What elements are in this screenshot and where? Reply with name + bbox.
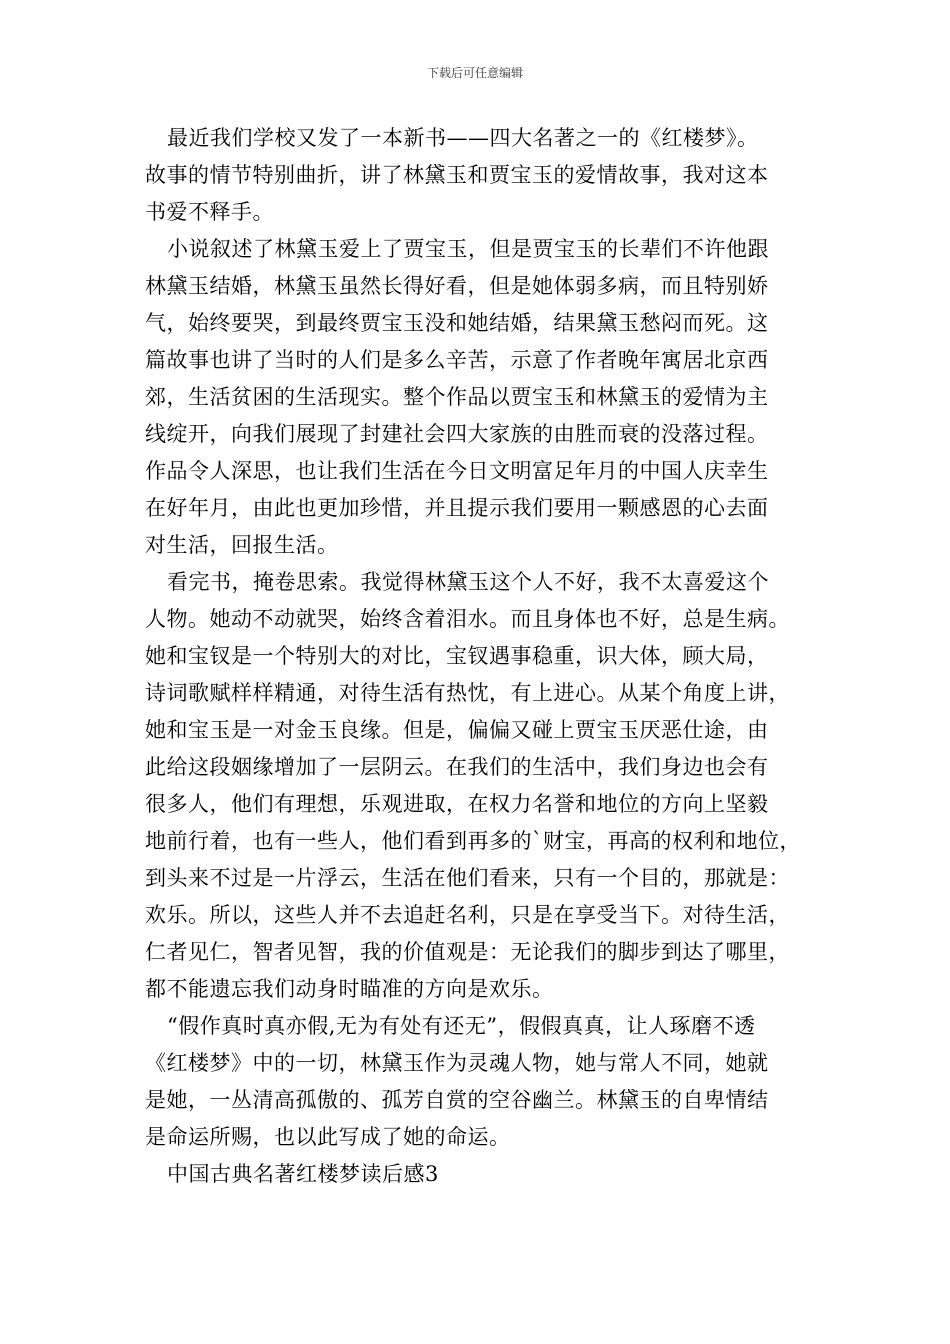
- text-line: 作品令人深思，也让我们生活在今日文明富足年月的中国人庆幸生: [145, 459, 769, 483]
- text-line: 线绽开，向我们展现了封建社会四大家族的由胜而衰的没落过程。: [145, 422, 769, 446]
- text-line: 此给这段姻缘增加了一层阴云。在我们的生活中，我们身边也会有: [145, 755, 769, 779]
- text-line: 欢乐。所以，这些人并不去追赶名利，只是在享受当下。对待生活，: [145, 903, 790, 927]
- text-line: 郊，生活贫困的生活现实。整个作品以贾宝玉和林黛玉的爱情为主: [145, 385, 769, 409]
- text-line: 对生活，回报生活。: [145, 533, 339, 557]
- page-header: 下载后可任意编辑: [426, 66, 523, 80]
- text-line: 看完书，掩卷思索。我觉得林黛玉这个人不好，我不太喜爱这个: [167, 570, 769, 594]
- text-line: 地前行着，也有一些人，他们看到再多的`财宝，再高的权利和地位，: [145, 829, 801, 853]
- text-line: 仁者见仁，智者见智，我的价值观是：无论我们的脚步到达了哪里，: [145, 940, 790, 964]
- text-line: 是命运所赐，也以此写成了她的命运。: [145, 1125, 511, 1149]
- text-line: 中国古典名著红楼梦读后感3: [167, 1162, 439, 1186]
- text-line: 很多人，他们有理想，乐观进取，在权力名誉和地位的方向上坚毅: [145, 792, 769, 816]
- text-line: 到头来不过是一片浮云，生活在他们看来，只有一个目的，那就是：: [145, 866, 790, 890]
- text-line: 小说叙述了林黛玉爱上了贾宝玉，但是贾宝玉的长辈们不许他跟: [167, 237, 769, 261]
- text-line: 她和宝玉是一对金玉良缘。但是，偏偏又碰上贾宝玉厌恶仕途，由: [145, 718, 769, 742]
- text-line: 最近我们学校又发了一本新书——四大名著之一的《红楼梦》。: [167, 126, 759, 150]
- text-line: 气，始终要哭，到最终贾宝玉没和她结婚，结果黛玉愁闷而死。这: [145, 311, 769, 335]
- text-line: 林黛玉结婚，林黛玉虽然长得好看，但是她体弱多病，而且特别娇: [145, 274, 769, 298]
- text-line: 都不能遗忘我们动身时瞄准的方向是欢乐。: [145, 977, 554, 1001]
- text-line: 篇故事也讲了当时的人们是多么辛苦，示意了作者晚年寓居北京西: [145, 348, 769, 372]
- text-line: 《红楼梦》中的一切，林黛玉作为灵魂人物，她与常人不同，她就: [145, 1051, 769, 1075]
- text-line: 在好年月，由此也更加珍惜，并且提示我们要用一颗感恩的心去面: [145, 496, 769, 520]
- text-line: 故事的情节特别曲折，讲了林黛玉和贾宝玉的爱情故事，我对这本: [145, 163, 769, 187]
- text-line: 诗词歌赋样样精通，对待生活有热忱，有上进心。从某个角度上讲，: [145, 681, 790, 705]
- document-body: [145, 120, 825, 1193]
- text-line: 她和宝钗是一个特别大的对比，宝钗遇事稳重，识大体，顾大局，: [145, 644, 769, 668]
- text-line: 书爱不释手。: [145, 200, 274, 224]
- text-line: 是她，一丛清高孤傲的、孤芳自赏的空谷幽兰。林黛玉的自卑情结: [145, 1088, 769, 1112]
- text-line: 人物。她动不动就哭，始终含着泪水。而且身体也不好，总是生病。: [145, 607, 790, 631]
- text-line: “假作真时真亦假,无为有处有还无”，假假真真，让人琢磨不透: [167, 1014, 756, 1038]
